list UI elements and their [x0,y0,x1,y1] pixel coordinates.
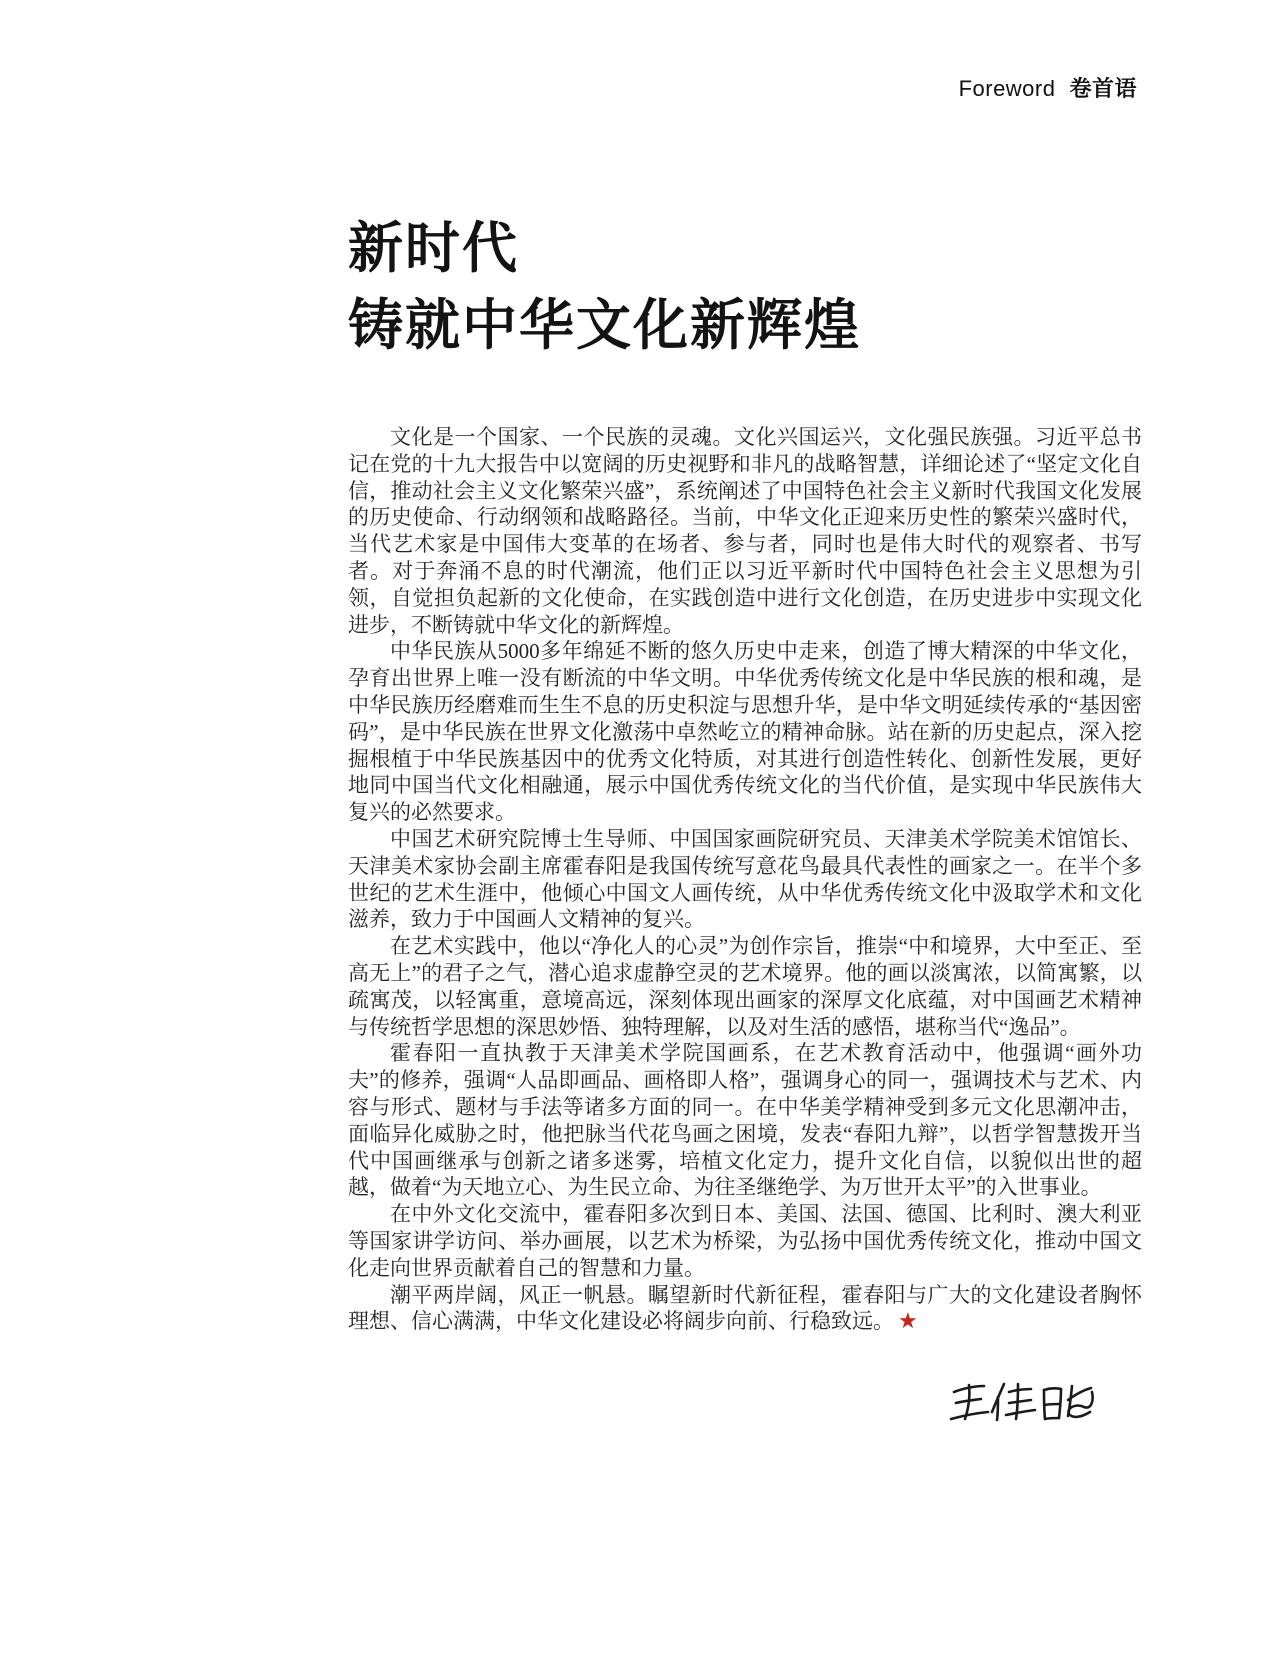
page-header [959,72,1137,103]
article-body [348,424,1142,1335]
header-label-en: Foreword [958,76,1056,101]
body-paragraph: 在中外文化交流中，霍春阳多次到日本、美国、法国、德国、比利时、澳大利亚等国家讲学访问、举办画展，以艺术为桥梁，为弘扬中国优秀传统文化，推动中国文化走向世界贡献着自己的智慧和力量。 [348,1202,1142,1280]
header-label-zh: 卷首语 [1069,76,1137,101]
body-paragraph: 文化是一个国家、一个民族的灵魂。文化兴国运兴，文化强民族强。习近平总书记在党的十九大报告中以宽阔的历史视野和非凡的战略智慧，详细论述了“坚定文化自信，推动社会主义文化繁荣兴盛”，系统阐述了中国特色社会主义新时代我国文化发展的历史使命、行动纲领和战略路径。当前，中华文化正迎来历史性的繁荣兴盛时代，当代艺术家是中国伟大变革的在场者、参与者，同时也是伟大时代的观察者、书写者。对于奔涌不息的时代潮流，他们正以习近平新时代中国特色社会主义思想为引领，自觉担负起新的文化使命，在实践创造中进行文化创造，在历史进步中实现文化进步，不断铸就中华文化的新辉煌。 [348,425,1142,637]
body-paragraph: 中国艺术研究院博士生导师、中国国家画院研究员、天津美术学院美术馆馆长、天津美术家协会副主席霍春阳是我国传统写意花鸟最具代表性的画家之一。在半个多世纪的艺术生涯中，他倾心中国文人画传统，从中华优秀传统文化中汲取学术和文化滋养，致力于中国画人文精神的复兴。 [348,826,1142,932]
body-paragraph: 中华民族从5000多年绵延不断的悠久历史中走来，创造了博大精深的中华文化，孕育出世界上唯一没有断流的中华文明。中华优秀传统文化是中华民族的根和魂，是中华民族历经磨难而生生不息的历史积淀与思想升华，是中华文明延续传承的“基因密码”，是中华民族在世界文化激荡中卓然屹立的精神命脉。站在新的历史起点，深入挖掘根植于中华民族基因中的优秀文化特质，对其进行创造性转化、创新性发展，更好地同中国当代文化相融通，展示中国优秀传统文化的当代价值，是实现中华民族伟大复兴的必然要求。 [348,639,1142,825]
final-paragraph-text: 潮平两岸阔，风正一帆悬。瞩望新时代新征程，霍春阳与广大的文化建设者胸怀理想、信心满满，中华文化建设必将阔步向前、行稳致远。 [348,1282,1142,1334]
body-paragraph: 霍春阳一直执教于天津美术学院国画系，在艺术教育活动中，他强调“画外功夫”的修养，强调“人品即画品、画格即人格”，强调身心的同一，强调技术与艺术、内容与形式、题材与手法等诸多方面的同一。在中华美学精神受到多元文化思潮冲击，面临异化威胁之时，他把脉当代花鸟画之困境，发表“春阳九辩”，以哲学智慧拨开当代中国画继承与创新之诸多迷雾，培植文化定力，提升文化自信，以貌似出世的超越，做着“为天地立心、为生民立命、为往圣继绝学、为万世开太平”的入世事业。 [348,1041,1142,1200]
page-title [348,210,861,364]
signature [948,1362,1098,1446]
body-paragraph: 在艺术实践中，他以“净化人的心灵”为创作宗旨，推崇“中和境界，大中至正、至高无上”的君子之气，潜心追求虚静空灵的艺术境界。他的画以淡寓浓，以简寓繁，以疏寓茂，以轻寓重，意境高远，深刻体现出画家的深厚文化底蕴，对中国画艺术精神与传统哲学思想的深思妙悟、独特理解，以及对生活的感悟，堪称当代“逸品”。 [348,934,1142,1039]
title-line-2: 铸就中华文化新辉煌 [348,295,862,356]
title-line-1: 新时代 [348,218,520,279]
body-paragraph [348,1282,1142,1336]
end-star-icon: ★ [898,1308,918,1334]
